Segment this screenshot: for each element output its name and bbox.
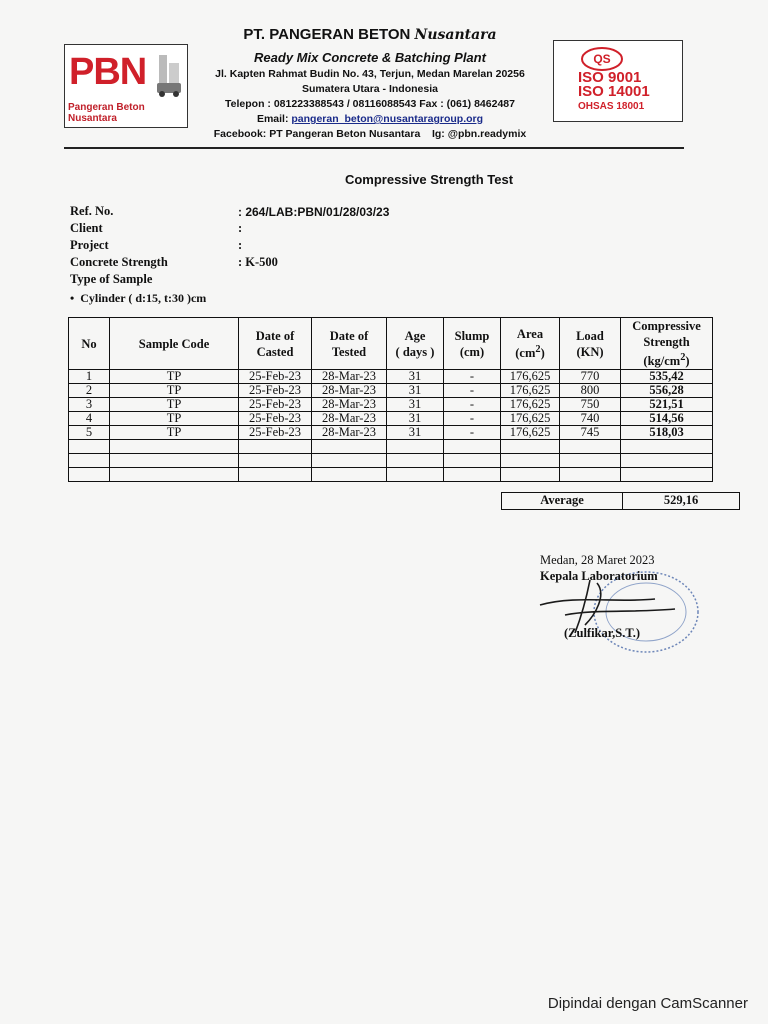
table-cell: 31 bbox=[387, 384, 444, 398]
table-row bbox=[69, 468, 713, 482]
table-cell: TP bbox=[110, 384, 239, 398]
table-cell: 4 bbox=[69, 412, 110, 426]
table-cell: 176,625 bbox=[501, 370, 560, 384]
header-strength: Compressive Strength $(kg/cm^2)$ bbox=[621, 318, 713, 370]
sample-type: • Cylinder ( d:15, t:30 )cm bbox=[70, 291, 207, 305]
meta-value: : bbox=[238, 238, 243, 252]
table-cell bbox=[110, 440, 239, 454]
table-cell bbox=[444, 440, 501, 454]
average-row bbox=[501, 492, 740, 510]
table-cell bbox=[560, 454, 621, 468]
email-link[interactable]: pangeran_beton@nusantaragroup.org bbox=[291, 113, 484, 125]
table-cell: 770 bbox=[560, 370, 621, 384]
meta-row bbox=[70, 220, 389, 237]
table-cell: 740 bbox=[560, 412, 621, 426]
table-cell: 31 bbox=[387, 398, 444, 412]
signature-person: (Zulfikar,S.T.) bbox=[564, 626, 641, 640]
table-cell bbox=[239, 454, 312, 468]
table-cell: 2 bbox=[69, 384, 110, 398]
table-cell: 3 bbox=[69, 398, 110, 412]
company-phone: Telepon : 081223388543 / 08116088543 Fax : (061) 8462487 bbox=[225, 98, 515, 110]
table-cell: TP bbox=[110, 370, 239, 384]
table-cell: 176,625 bbox=[501, 412, 560, 426]
meta-label: Concrete Strength bbox=[70, 255, 168, 269]
table-cell: TP bbox=[110, 398, 239, 412]
table-cell: TP bbox=[110, 412, 239, 426]
table-cell: 5 bbox=[69, 426, 110, 440]
table-cell: 25-Feb-23 bbox=[239, 426, 312, 440]
meta-row bbox=[70, 271, 389, 288]
ohsas-label: OHSAS 18001 bbox=[578, 101, 645, 112]
table-cell: 745 bbox=[560, 426, 621, 440]
qs-certification-icon bbox=[580, 47, 624, 71]
table-cell: 28-Mar-23 bbox=[312, 370, 387, 384]
table-cell bbox=[110, 468, 239, 482]
meta-label: Type of Sample bbox=[70, 272, 153, 286]
table-cell: 25-Feb-23 bbox=[239, 398, 312, 412]
meta-label: Ref. No. bbox=[70, 204, 114, 218]
company-name bbox=[195, 26, 545, 43]
table-cell: 176,625 bbox=[501, 384, 560, 398]
table-cell: 31 bbox=[387, 412, 444, 426]
table-cell: 25-Feb-23 bbox=[239, 370, 312, 384]
company-header bbox=[195, 26, 545, 140]
header-divider bbox=[64, 147, 684, 149]
table-cell bbox=[387, 440, 444, 454]
results-table bbox=[68, 317, 713, 482]
table-cell: 176,625 bbox=[501, 398, 560, 412]
table-row bbox=[69, 440, 713, 454]
sample-type-text: Cylinder ( d:15, t:30 )cm bbox=[80, 291, 207, 305]
table-cell: 176,625 bbox=[501, 426, 560, 440]
table-row bbox=[69, 384, 713, 398]
table-cell bbox=[621, 454, 713, 468]
iso-14001: ISO 14001 bbox=[578, 83, 650, 100]
table-cell bbox=[239, 440, 312, 454]
table-cell bbox=[387, 454, 444, 468]
company-name-script: Nusantara bbox=[414, 27, 497, 43]
scanner-watermark: Dipindai dengan CamScanner bbox=[547, 995, 748, 1012]
table-cell: TP bbox=[110, 426, 239, 440]
table-row bbox=[69, 412, 713, 426]
table-cell bbox=[69, 454, 110, 468]
header-sample-code: Sample Code bbox=[110, 318, 239, 370]
meta-label: Project bbox=[70, 238, 109, 252]
table-cell: 25-Feb-23 bbox=[239, 412, 312, 426]
table-cell: - bbox=[444, 370, 501, 384]
table-cell: 800 bbox=[560, 384, 621, 398]
table-cell: 28-Mar-23 bbox=[312, 384, 387, 398]
iso-labels bbox=[578, 71, 650, 99]
header-date-tested: Date of Tested bbox=[312, 318, 387, 370]
logo-text: PBN bbox=[69, 51, 147, 93]
building-icon bbox=[153, 53, 183, 99]
table-cell bbox=[501, 468, 560, 482]
certification-logo bbox=[553, 40, 683, 122]
header-load: Load (KN) bbox=[560, 318, 621, 370]
meta-row bbox=[70, 254, 389, 271]
meta-block bbox=[70, 203, 389, 288]
meta-value: : bbox=[238, 221, 243, 235]
company-email bbox=[195, 113, 545, 125]
table-row bbox=[69, 398, 713, 412]
table-cell bbox=[110, 454, 239, 468]
meta-label: Client bbox=[70, 221, 103, 235]
average-value: 529,16 bbox=[663, 493, 699, 507]
table-cell bbox=[560, 468, 621, 482]
signature-place-date: Medan, 28 Maret 2023 bbox=[540, 553, 655, 567]
table-cell: 556,28 bbox=[621, 384, 713, 398]
average-label: Average bbox=[502, 493, 623, 509]
table-cell: 514,56 bbox=[621, 412, 713, 426]
table-cell bbox=[501, 454, 560, 468]
logo-tagline: Pangeran Beton Nusantara bbox=[68, 102, 145, 124]
meta-value: : 264/LAB:PBN/01/28/03/23 bbox=[238, 204, 390, 219]
header-no: No bbox=[69, 318, 110, 370]
table-cell bbox=[444, 454, 501, 468]
table-row bbox=[69, 370, 713, 384]
table-row bbox=[69, 426, 713, 440]
table-row bbox=[69, 454, 713, 468]
table-cell bbox=[312, 454, 387, 468]
header-slump: Slump (cm) bbox=[444, 318, 501, 370]
table-cell: 28-Mar-23 bbox=[312, 426, 387, 440]
table-cell: 535,42 bbox=[621, 370, 713, 384]
table-cell bbox=[387, 468, 444, 482]
email-label: Email: bbox=[256, 113, 289, 125]
header-age: Age ( days ) bbox=[387, 318, 444, 370]
iso-9001: ISO 9001 bbox=[578, 69, 642, 86]
company-social: Facebook: PT Pangeran Beton Nusantara Ig: @pbn.readymix bbox=[213, 128, 527, 140]
company-address: Jl. Kapten Rahmat Budin No. 43, Terjun, Medan Marelan 20256 bbox=[215, 68, 525, 80]
table-cell: 28-Mar-23 bbox=[312, 398, 387, 412]
table-cell: 750 bbox=[560, 398, 621, 412]
pbn-logo bbox=[64, 44, 188, 128]
table-cell: - bbox=[444, 426, 501, 440]
company-region: Sumatera Utara - Indonesia bbox=[302, 83, 438, 95]
table-header-row bbox=[69, 318, 713, 370]
meta-row bbox=[70, 203, 389, 220]
table-cell: 31 bbox=[387, 426, 444, 440]
meta-row bbox=[70, 237, 389, 254]
signature-role: Kepala Laboratorium bbox=[540, 569, 658, 583]
table-cell bbox=[621, 440, 713, 454]
table-cell: 31 bbox=[387, 370, 444, 384]
table-cell: 521,51 bbox=[621, 398, 713, 412]
table-cell bbox=[621, 468, 713, 482]
meta-value: : K-500 bbox=[238, 255, 278, 269]
document-title: Compressive Strength Test bbox=[344, 172, 514, 187]
header-area: Area $(cm^2)$ bbox=[501, 318, 560, 370]
table-cell: 1 bbox=[69, 370, 110, 384]
table-cell bbox=[239, 468, 312, 482]
table-cell bbox=[501, 440, 560, 454]
table-cell bbox=[69, 440, 110, 454]
table-cell bbox=[312, 468, 387, 482]
table-cell bbox=[312, 440, 387, 454]
table-cell: 518,03 bbox=[621, 426, 713, 440]
table-cell bbox=[444, 468, 501, 482]
qs-mark-text: QS bbox=[593, 52, 611, 66]
header-date-casted: Date of Casted bbox=[239, 318, 312, 370]
table-cell: - bbox=[444, 412, 501, 426]
table-cell bbox=[560, 440, 621, 454]
company-name-text: PT. PANGERAN BETON bbox=[243, 26, 411, 43]
table-cell: 25-Feb-23 bbox=[239, 384, 312, 398]
table-cell: - bbox=[444, 398, 501, 412]
table-cell bbox=[69, 468, 110, 482]
table-cell: - bbox=[444, 384, 501, 398]
table-cell: 28-Mar-23 bbox=[312, 412, 387, 426]
company-tagline: Ready Mix Concrete & Batching Plant bbox=[254, 50, 486, 65]
